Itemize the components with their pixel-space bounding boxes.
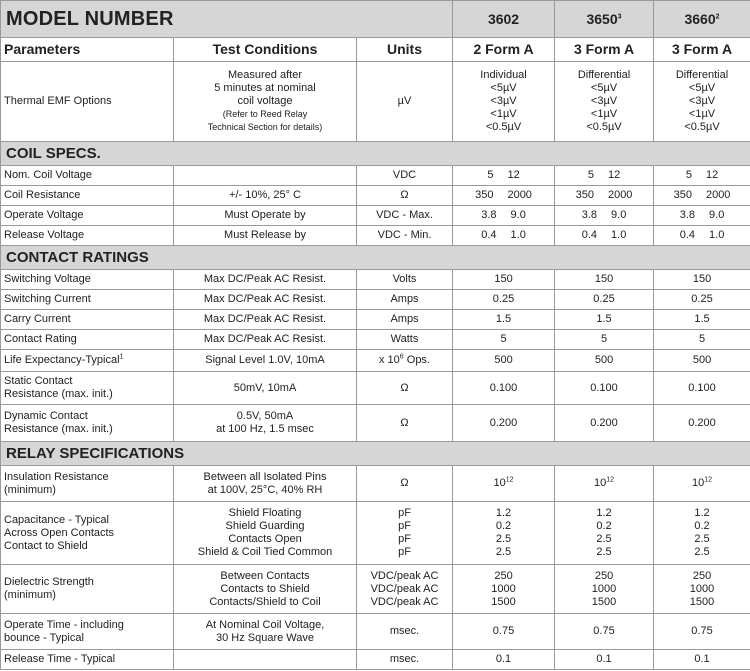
param-life-expectancy: Life Expectancy-Typical$^1$ (1, 350, 174, 372)
col-parameters: Parameters (1, 38, 174, 62)
cond-switching-current: Max DC/Peak AC Resist. (174, 290, 357, 310)
val-3660: 3.8 9.0 (654, 206, 750, 226)
val-3602: 500 (453, 350, 555, 372)
table-row (1, 330, 750, 350)
val-3660: 5 12 (654, 166, 750, 186)
val-3660: 5 (654, 330, 750, 350)
units-dielectric-strength: VDC/peak AC VDC/peak AC VDC/peak AC (357, 565, 453, 614)
units-coil-resistance: Ω (357, 186, 453, 206)
val-3602: 0.4 1.0 (453, 226, 555, 246)
table-row (1, 650, 750, 670)
val-thermal-3660: Differential <5µV <3µV <1µV <0.5µV (654, 62, 750, 142)
section-relay-specifications (1, 442, 750, 466)
val-3602: 3.8 9.0 (453, 206, 555, 226)
table-row (1, 565, 750, 614)
units-static-contact-resistance: Ω (357, 372, 453, 405)
units-life-expectancy: x $10^6$ Ops. (357, 350, 453, 372)
val-3650: 350 2000 (555, 186, 654, 206)
val-thermal-3650: Differential <5µV <3µV <1µV <0.5µV (555, 62, 654, 142)
model-3602: 3602 (453, 1, 555, 38)
val-3650: 5 (555, 330, 654, 350)
units-switching-current: Amps (357, 290, 453, 310)
val-3602: 1.2 0.2 2.5 2.5 (453, 502, 555, 565)
val-3650: 0.25 (555, 290, 654, 310)
cond-coil-resistance: +/- 10%, 25° C (174, 186, 357, 206)
val-3602: 0.200 (453, 405, 555, 442)
col-form-3660: 3 Form A (654, 38, 750, 62)
cond-operate-voltage: Must Operate by (174, 206, 357, 226)
val-3660: 0.200 (654, 405, 750, 442)
cond-nom-coil-voltage (174, 166, 357, 186)
val-3602: 350 2000 (453, 186, 555, 206)
units-carry-current: Amps (357, 310, 453, 330)
val-3660: 0.75 (654, 614, 750, 650)
model-number-label: MODEL NUMBER (1, 1, 453, 38)
model-3660: 3660$^2$ (654, 1, 750, 38)
units-nom-coil-voltage: VDC (357, 166, 453, 186)
val-3650: 250 1000 1500 (555, 565, 654, 614)
section-title-contact: CONTACT RATINGS (1, 246, 750, 270)
table-row (1, 186, 750, 206)
units-contact-rating: Watts (357, 330, 453, 350)
val-3650: 3.8 9.0 (555, 206, 654, 226)
val-3650: $10^{12}$ (555, 466, 654, 502)
units-dynamic-contact-resistance: Ω (357, 405, 453, 442)
param-thermal-emf: Thermal EMF Options (1, 62, 174, 142)
val-3650: 1.5 (555, 310, 654, 330)
val-3650: 150 (555, 270, 654, 290)
table-row (1, 350, 750, 372)
val-3602: 0.1 (453, 650, 555, 670)
cond-insulation-resistance: Between all Isolated Pins at 100V, 25°C, 40% RH (174, 466, 357, 502)
val-3660: 150 (654, 270, 750, 290)
val-3650: 0.1 (555, 650, 654, 670)
section-title-relay: RELAY SPECIFICATIONS (1, 442, 750, 466)
table-row (1, 206, 750, 226)
section-coil-specs (1, 142, 750, 166)
units-operate-voltage: VDC - Max. (357, 206, 453, 226)
param-contact-rating: Contact Rating (1, 330, 174, 350)
param-operate-time: Operate Time - including bounce - Typical (1, 614, 174, 650)
units-insulation-resistance: Ω (357, 466, 453, 502)
col-form-3602: 2 Form A (453, 38, 555, 62)
col-test-conditions: Test Conditions (174, 38, 357, 62)
param-insulation-resistance: Insulation Resistance (minimum) (1, 466, 174, 502)
val-3602: $10^{12}$ (453, 466, 555, 502)
val-3660: 0.1 (654, 650, 750, 670)
val-3660: 0.4 1.0 (654, 226, 750, 246)
units-release-time: msec. (357, 650, 453, 670)
units-release-voltage: VDC - Min. (357, 226, 453, 246)
cond-switching-voltage: Max DC/Peak AC Resist. (174, 270, 357, 290)
val-3660: 250 1000 1500 (654, 565, 750, 614)
val-3602: 1.5 (453, 310, 555, 330)
cond-operate-time: At Nominal Coil Voltage, 30 Hz Square Wave (174, 614, 357, 650)
cond-release-voltage: Must Release by (174, 226, 357, 246)
table-row (1, 405, 750, 442)
cond-carry-current: Max DC/Peak AC Resist. (174, 310, 357, 330)
val-3602: 5 (453, 330, 555, 350)
table-row (1, 166, 750, 186)
cond-life-expectancy: Signal Level 1.0V, 10mA (174, 350, 357, 372)
cond-contact-rating: Max DC/Peak AC Resist. (174, 330, 357, 350)
table-row (1, 270, 750, 290)
val-3650: 0.200 (555, 405, 654, 442)
param-static-contact-resistance: Static Contact Resistance (max. init.) (1, 372, 174, 405)
val-3650: 0.75 (555, 614, 654, 650)
cond-release-time (174, 650, 357, 670)
col-form-3650: 3 Form A (555, 38, 654, 62)
val-3660: 0.25 (654, 290, 750, 310)
units-thermal-emf: µV (357, 62, 453, 142)
param-capacitance: Capacitance - Typical Across Open Contacts Contact to Shield (1, 502, 174, 565)
val-3660: 500 (654, 350, 750, 372)
cond-capacitance: Shield Floating Shield Guarding Contacts Open Shield & Coil Tied Common (174, 502, 357, 565)
section-title-coil: COIL SPECS. (1, 142, 750, 166)
cond-dynamic-contact-resistance: 0.5V, 50mA at 100 Hz, 1.5 msec (174, 405, 357, 442)
val-3650: 0.4 1.0 (555, 226, 654, 246)
model-3650: 3650$^3$ (555, 1, 654, 38)
table-row (1, 226, 750, 246)
val-3660: 350 2000 (654, 186, 750, 206)
section-contact-ratings (1, 246, 750, 270)
column-header-row (1, 38, 750, 62)
val-3660: 0.100 (654, 372, 750, 405)
table-row (1, 372, 750, 405)
param-dielectric-strength: Dielectric Strength (minimum) (1, 565, 174, 614)
thermal-emf-row (1, 62, 750, 142)
param-switching-voltage: Switching Voltage (1, 270, 174, 290)
param-operate-voltage: Operate Voltage (1, 206, 174, 226)
val-thermal-3602: Individual <5µV <3µV <1µV <0.5µV (453, 62, 555, 142)
val-3602: 0.25 (453, 290, 555, 310)
units-switching-voltage: Volts (357, 270, 453, 290)
param-release-voltage: Release Voltage (1, 226, 174, 246)
table-row (1, 290, 750, 310)
table-row (1, 310, 750, 330)
table-row (1, 614, 750, 650)
units-capacitance: pF pF pF pF (357, 502, 453, 565)
param-carry-current: Carry Current (1, 310, 174, 330)
cond-thermal-emf: Measured after 5 minutes at nominal coil voltage (Refer to Reed Relay Technical Section for details) (174, 62, 357, 142)
val-3660: 1.2 0.2 2.5 2.5 (654, 502, 750, 565)
param-switching-current: Switching Current (1, 290, 174, 310)
val-3650: 500 (555, 350, 654, 372)
cond-static-contact-resistance: 50mV, 10mA (174, 372, 357, 405)
units-operate-time: msec. (357, 614, 453, 650)
param-coil-resistance: Coil Resistance (1, 186, 174, 206)
table-row (1, 466, 750, 502)
val-3660: 1.5 (654, 310, 750, 330)
model-number-row (1, 1, 750, 38)
val-3602: 0.100 (453, 372, 555, 405)
param-dynamic-contact-resistance: Dynamic Contact Resistance (max. init.) (1, 405, 174, 442)
val-3650: 1.2 0.2 2.5 2.5 (555, 502, 654, 565)
col-units: Units (357, 38, 453, 62)
val-3660: $10^{12}$ (654, 466, 750, 502)
table-row (1, 502, 750, 565)
val-3650: 0.100 (555, 372, 654, 405)
val-3602: 150 (453, 270, 555, 290)
param-nom-coil-voltage: Nom. Coil Voltage (1, 166, 174, 186)
val-3602: 5 12 (453, 166, 555, 186)
param-release-time: Release Time - Typical (1, 650, 174, 670)
val-3650: 5 12 (555, 166, 654, 186)
val-3602: 250 1000 1500 (453, 565, 555, 614)
val-3602: 0.75 (453, 614, 555, 650)
cond-dielectric-strength: Between Contacts Contacts to Shield Contacts/Shield to Coil (174, 565, 357, 614)
